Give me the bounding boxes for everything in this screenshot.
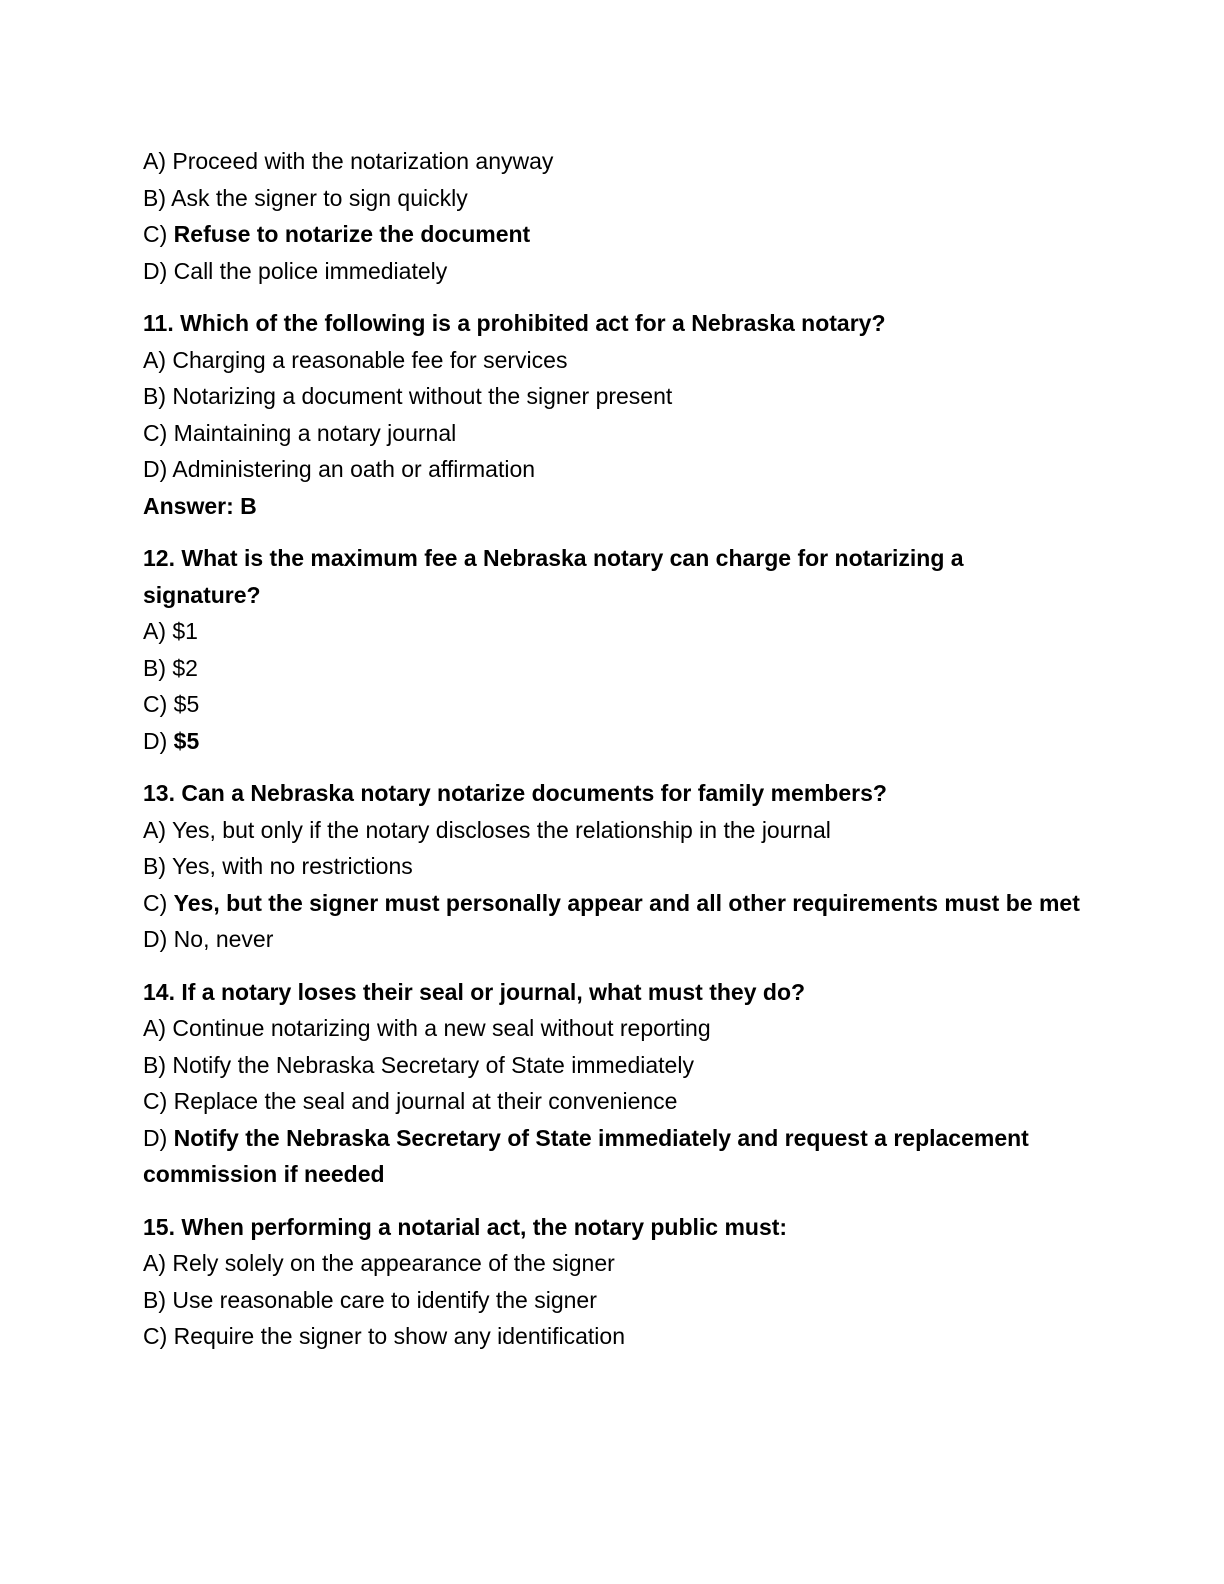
- question-text: 15. When performing a notarial act, the notary public must:: [143, 1213, 788, 1240]
- option-a: A) Rely solely on the appearance of the signer: [143, 1250, 615, 1276]
- option-a: A) Yes, but only if the notary discloses the relationship in the journal: [143, 816, 831, 843]
- option-c: C) Require the signer to show any identification: [143, 1323, 625, 1349]
- option-b: B) Yes, with no restrictions: [143, 853, 413, 879]
- document-page: [143, 143, 1083, 1355]
- option-c: C) Replace the seal and journal at their convenience: [143, 1088, 678, 1114]
- option-d: D) No, never: [143, 926, 274, 952]
- option-d: D) Notify the Nebraska Secretary of State immediately and request a replacement commission if needed: [143, 1124, 1029, 1187]
- option-a: A) Continue notarizing with a new seal without reporting: [143, 1015, 711, 1041]
- correct-answer: Refuse to notarize the document: [173, 221, 531, 247]
- question-text: 13. Can a Nebraska notary notarize documents for family members?: [143, 780, 887, 806]
- option-b: B) $2: [143, 654, 198, 681]
- option-b: B) Notify the Nebraska Secretary of State immediately: [143, 1051, 694, 1078]
- option-a: A) $1: [143, 618, 198, 644]
- question-text: 14. If a notary loses their seal or journal, what must they do?: [143, 978, 806, 1005]
- question-13: [143, 775, 1083, 958]
- option-d: D) Call the police immediately: [143, 257, 448, 284]
- answer-line: Answer: B: [143, 492, 257, 519]
- option-a: A) Charging a reasonable fee for services: [143, 346, 568, 373]
- question-10-continuation: [143, 143, 1083, 289]
- question-text: 11. Which of the following is a prohibited act for a Nebraska notary?: [143, 310, 886, 336]
- option-c: C) Maintaining a notary journal: [143, 419, 457, 446]
- option-d: D) Administering an oath or affirmation: [143, 456, 536, 482]
- question-12: [143, 540, 1083, 759]
- option-b: B) Ask the signer to sign quickly: [143, 184, 468, 211]
- question-text: 12. What is the maximum fee a Nebraska notary can charge for notarizing a signature?: [143, 545, 964, 608]
- question-14: [143, 974, 1083, 1193]
- option-c: C) $5: [143, 691, 200, 717]
- option-c: C) Yes, but the signer must personally appear and all other requirements must be met: [143, 889, 1080, 916]
- correct-answer: Yes, but the signer must personally appear and all other requirements must be met: [173, 889, 1080, 916]
- option-c: C) Refuse to notarize the document: [143, 221, 531, 247]
- option-b: B) Notarizing a document without the signer present: [143, 383, 673, 409]
- option-a: A) Proceed with the notarization anyway: [143, 148, 554, 174]
- option-d: D) $5: [143, 727, 200, 754]
- question-15: [143, 1209, 1083, 1355]
- correct-answer: Notify the Nebraska Secretary of State immediately and request a replacement commission if needed: [143, 1124, 1029, 1187]
- correct-answer: $5: [173, 727, 200, 754]
- option-b: B) Use reasonable care to identify the signer: [143, 1286, 597, 1313]
- question-11: [143, 305, 1083, 524]
